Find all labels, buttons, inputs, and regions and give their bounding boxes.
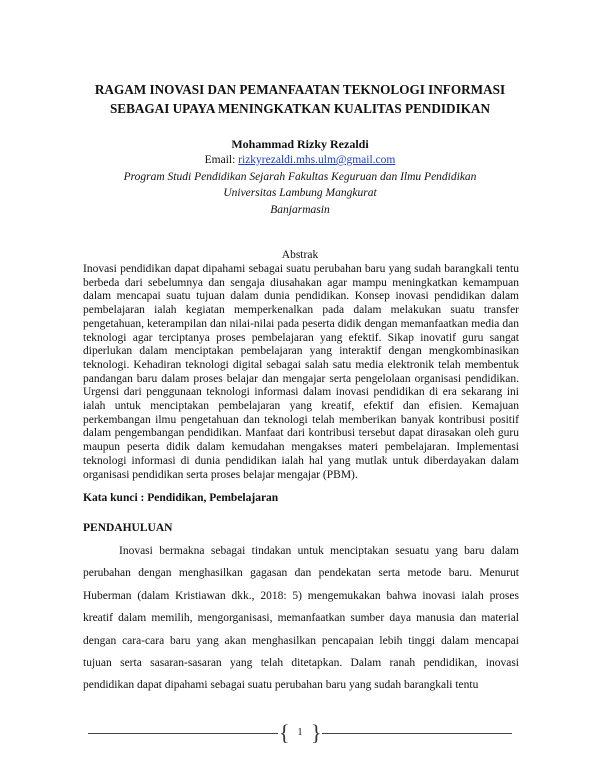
body-paragraph: Inovasi bermakna sebagai tindakan untuk menciptakan sesuatu yang baru dalam perubahan dengan menghasilkan gagasan dan pendekatan serta metode baru. Menurut Huberman (dalam Kristiawan dkk., 2018: 5) mengemukakan bahwa inovasi ialah proses kreatif dalam memilih, mengorganisasi, memanfaatkan sumber daya manusia dan material dengan cara-cara baru yang akan menghasilkan pencapaian lebih tinggi dalam mencapai tujuan serta sasaran-sasaran yang telah ditetapkan. Dalam ranah pendidikan, inovasi pendidikan dapat dipahami sebagai suatu perubahan baru yang sudah barangkali tentu <box>83 545 519 692</box>
footer-bracket-right: } <box>311 720 322 745</box>
abstract-text: Inovasi pendidikan dapat dipahami sebagai suatu perubahan baru yang sudah barangkali tentu berbeda dari sebelumnya dan sengaja diusahakan agar mampu meningkatkan kemampuan dalam mencapai suatu tujuan dalam dunia pendidikan. Konsep inovasi pendidikan dalam pembelajaran ialah kegiatan memperkenalkan pada dalam melakukan suatu transfer pengetahuan, keterampilan dan nilai-nilai pada peserta didik dengan memanfaatkan media dan teknologi agar terciptanya proses pembelajaran yang efektif. Sikap inovatif guru sangat diperlukan dalam menciptakan pembelajaran yang interaktif dengan mengkombinasikan teknologi. Kehadiran teknologi digital sebagai salah satu media elektronik telah membentuk pandangan baru dalam proses belajar dan mengajar serta pengelolaan organisasi pendidikan. Urgensi dari penggunaan teknologi informasi dalam inovasi pendidikan di era sekarang ini ialah untuk menciptakan pembelajaran yang kreatif, efektif dan efisien. Kemajuan perkembangan ilmu pengetahuan dan teknologi telah memberikan banyak kontribusi positif dalam pengembangan pendidikan. Manfaat dari kontribusi tersebut dapat dirasakan oleh guru maupun peserta didik dalam kemudahan mengakses materi pembelajaran. Implementasi teknologi informasi di dunia pendidikan ialah hal yang mutlak untuk diberdayakan dalam organisasi pendidikan serta proses belajar mengajar (PBM). <box>83 263 519 481</box>
footer-rule-right <box>322 733 512 734</box>
affiliation-city: Banjarmasin <box>270 204 330 216</box>
email-link[interactable]: rizkyrezaldi.mhs.ulm@gmail.com <box>238 154 396 166</box>
footer-bracket-left: { <box>279 720 290 745</box>
affiliation-university: Universitas Lambung Mangkurat <box>223 187 377 199</box>
title-line-1: RAGAM INOVASI DAN PEMANFAATAN TEKNOLOGI INFORMASI <box>94 82 506 97</box>
abstract-heading: Abstrak <box>281 249 319 261</box>
paper-title <box>60 80 540 118</box>
section-heading: PENDAHULUAN <box>83 522 173 534</box>
author-name: Mohammad Rizky Rezaldi <box>231 137 369 151</box>
affiliation-program: Program Studi Pendidikan Sejarah Fakultas Keguruan dan Ilmu Pendidikan <box>123 171 477 183</box>
email-label: Email: <box>204 154 239 166</box>
title-line-2: SEBAGAI UPAYA MENINGKATKAN KUALITAS PENDIDIKAN <box>109 101 491 116</box>
page-number: 1 <box>297 727 303 738</box>
footer-rule-left <box>88 733 278 734</box>
author-email-line <box>0 152 600 168</box>
keywords: Kata kunci : Pendidikan, Pembelajaran <box>83 492 279 504</box>
